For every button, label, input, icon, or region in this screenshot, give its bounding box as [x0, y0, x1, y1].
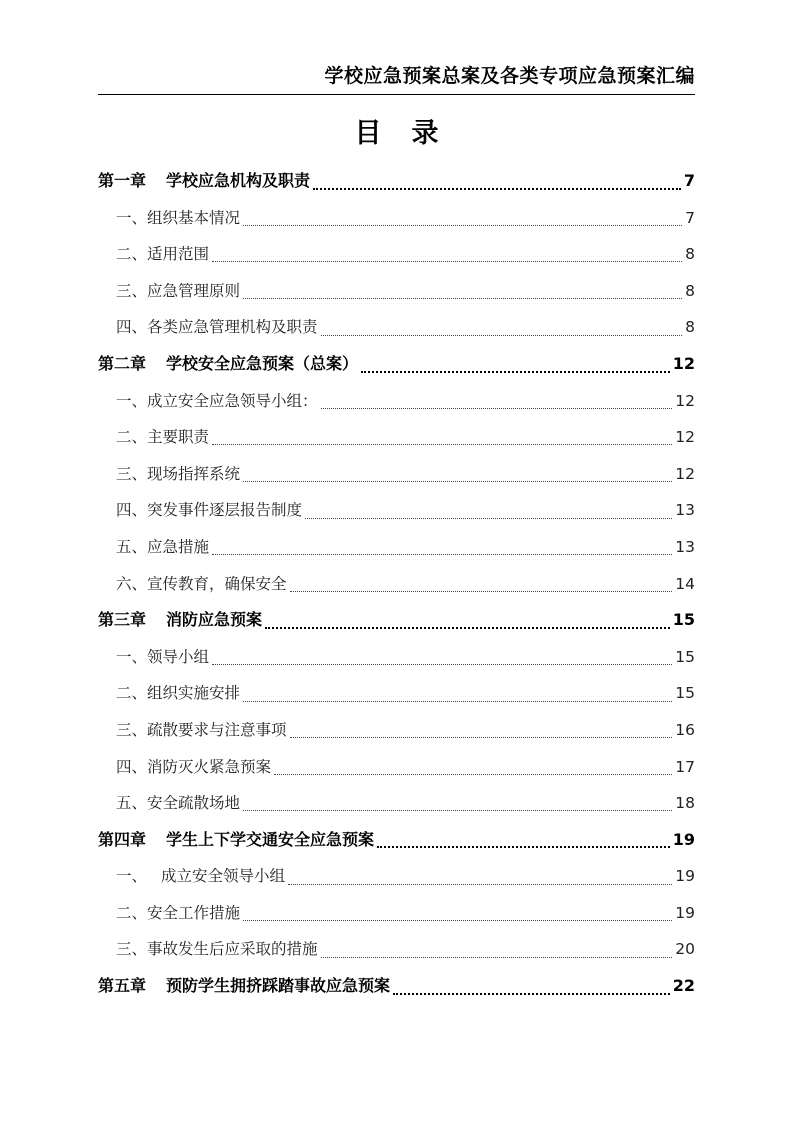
toc-entry-title: 四、消防灭火紧急预案 [116, 757, 272, 776]
toc-entry-label [116, 383, 318, 420]
dot-leader [212, 443, 672, 445]
toc-entry-label [116, 419, 209, 456]
toc-chapter-number: 第四章 [98, 829, 147, 849]
toc-section-entry[interactable] [98, 456, 695, 493]
dot-leader [361, 370, 670, 373]
toc-section-entry[interactable] [98, 273, 695, 310]
toc-entry-label [116, 566, 287, 603]
toc-page-number: 19 [672, 829, 695, 849]
toc-entry-label [116, 749, 271, 786]
toc-entry-label [116, 639, 209, 676]
toc-entry-label [116, 931, 318, 968]
toc-entry-label [116, 273, 240, 310]
toc-section-entry[interactable] [98, 309, 695, 346]
header-title: 学校应急预案总案及各类专项应急预案汇编 [324, 65, 695, 87]
page-header [98, 62, 695, 95]
toc-page-number: 12 [672, 353, 695, 373]
toc-entry-title: 四、突发事件逐层报告制度 [116, 501, 303, 520]
toc-entry-label [116, 492, 302, 529]
toc-page-number: 15 [675, 647, 695, 666]
toc-entry-title: 预防学生拥挤踩踏事故应急预案 [166, 976, 391, 996]
toc-entry-label [98, 822, 374, 859]
toc-entry-title: 学校安全应急预案（总案） [166, 353, 359, 373]
toc-entry-label [98, 163, 310, 200]
toc-page-number: 19 [675, 903, 695, 922]
toc-entry-label [116, 529, 209, 566]
toc-entry-title: 二、组织实施安排 [116, 684, 241, 703]
toc-entry-title: 一、 [116, 867, 148, 886]
toc-chapter-number: 第一章 [98, 171, 147, 190]
toc-heading-left: 目 [354, 118, 382, 149]
toc-entry-title: 一、成立安全应急领导小组： [116, 391, 318, 410]
toc-section-entry[interactable] [98, 492, 695, 529]
toc-chapter-entry[interactable] [98, 822, 695, 859]
toc-entry-title: 一、领导小组 [116, 647, 210, 666]
toc-chapter-number: 第三章 [98, 610, 147, 630]
toc-entry-label [116, 858, 285, 895]
toc-entry-title: 一、组织基本情况 [116, 208, 241, 227]
toc-entry-label [116, 712, 287, 749]
dot-leader [243, 480, 672, 482]
toc-page-number: 14 [675, 574, 695, 593]
dot-leader [393, 992, 670, 995]
dot-leader [212, 663, 672, 665]
toc-chapter-number: 第五章 [98, 976, 147, 996]
toc-page-number: 22 [672, 976, 695, 996]
toc-entry-title: 学生上下学交通安全应急预案 [166, 829, 375, 849]
toc-chapter-entry[interactable] [98, 968, 695, 1005]
toc-entry-title: 五、应急措施 [116, 537, 210, 556]
toc-page-number: 15 [675, 684, 695, 703]
dot-leader [305, 517, 672, 519]
toc-heading [0, 112, 793, 156]
toc-entry-label [98, 602, 262, 639]
toc-page-number: 13 [675, 501, 695, 520]
toc-entry-title: 三、疏散要求与注意事项 [116, 720, 287, 739]
dot-leader [243, 919, 672, 921]
toc-page-number: 8 [685, 318, 695, 337]
toc-section-entry[interactable] [98, 383, 695, 420]
toc-entry-label [116, 675, 240, 712]
table-of-contents [98, 163, 695, 1005]
toc-section-entry[interactable] [98, 749, 695, 786]
dot-leader [212, 553, 672, 555]
toc-entry-label [116, 785, 240, 822]
toc-entry-title: 三、现场指挥系统 [116, 464, 241, 483]
dot-leader [321, 334, 683, 336]
toc-page-number: 19 [675, 867, 695, 886]
toc-chapter-number: 第二章 [98, 353, 147, 373]
toc-page-number: 18 [675, 794, 695, 813]
dot-leader [290, 590, 673, 592]
toc-entry-title: 六、宣传教育，确保安全 [116, 574, 287, 593]
dot-leader [274, 773, 672, 775]
toc-entry-label [116, 236, 209, 273]
toc-entry-title-continued: 成立安全领导小组 [161, 867, 286, 886]
toc-page-number: 12 [675, 391, 695, 410]
toc-entry-label [116, 456, 240, 493]
dot-leader [313, 187, 681, 190]
toc-entry-title: 五、安全疏散场地 [116, 794, 241, 813]
toc-section-entry[interactable] [98, 895, 695, 932]
toc-entry-label [116, 895, 240, 932]
toc-page-number: 8 [685, 281, 695, 300]
toc-section-entry[interactable] [98, 200, 695, 237]
dot-leader [265, 626, 670, 629]
toc-entry-label [116, 200, 240, 237]
toc-page-number: 12 [675, 428, 695, 447]
toc-section-entry[interactable] [98, 639, 695, 676]
dot-leader [321, 407, 673, 409]
toc-section-entry[interactable] [98, 675, 695, 712]
toc-chapter-entry[interactable] [98, 163, 695, 200]
toc-section-entry[interactable] [98, 858, 695, 895]
toc-entry-title: 三、应急管理原则 [116, 281, 241, 300]
toc-entry-title: 消防应急预案 [166, 610, 263, 630]
toc-entry-title: 二、主要职责 [116, 428, 210, 447]
toc-section-entry[interactable] [98, 566, 695, 603]
toc-section-entry[interactable] [98, 236, 695, 273]
dot-leader [212, 260, 682, 262]
toc-chapter-entry[interactable] [98, 346, 695, 383]
toc-page-number: 7 [683, 171, 695, 190]
dot-leader [321, 956, 673, 958]
toc-section-entry[interactable] [98, 712, 695, 749]
toc-page-number: 17 [675, 757, 695, 776]
toc-chapter-entry[interactable] [98, 602, 695, 639]
dot-leader [288, 883, 672, 885]
toc-page-number: 7 [685, 208, 695, 227]
dot-leader [243, 224, 682, 226]
toc-page-number: 12 [675, 464, 695, 483]
toc-entry-label [98, 346, 358, 383]
toc-entry-label [98, 968, 390, 1005]
toc-heading-right: 录 [411, 118, 439, 149]
toc-entry-title: 学校应急机构及职责 [166, 171, 311, 190]
toc-entry-title: 三、事故发生后应采取的措施 [116, 940, 318, 959]
dot-leader [377, 845, 670, 848]
toc-page-number: 15 [672, 610, 695, 630]
toc-entry-title: 四、各类应急管理机构及职责 [116, 318, 318, 337]
dot-leader [243, 809, 672, 811]
toc-page-number: 8 [685, 245, 695, 264]
toc-section-entry[interactable] [98, 419, 695, 456]
toc-page-number: 20 [675, 940, 695, 959]
toc-section-entry[interactable] [98, 529, 695, 566]
toc-entry-title: 二、适用范围 [116, 245, 210, 264]
toc-section-entry[interactable] [98, 785, 695, 822]
toc-entry-label [116, 309, 318, 346]
toc-page-number: 13 [675, 537, 695, 556]
toc-page-number: 16 [675, 720, 695, 739]
toc-section-entry[interactable] [98, 931, 695, 968]
dot-leader [243, 700, 672, 702]
dot-leader [243, 297, 682, 299]
dot-leader [290, 736, 673, 738]
toc-entry-title: 二、安全工作措施 [116, 903, 241, 922]
